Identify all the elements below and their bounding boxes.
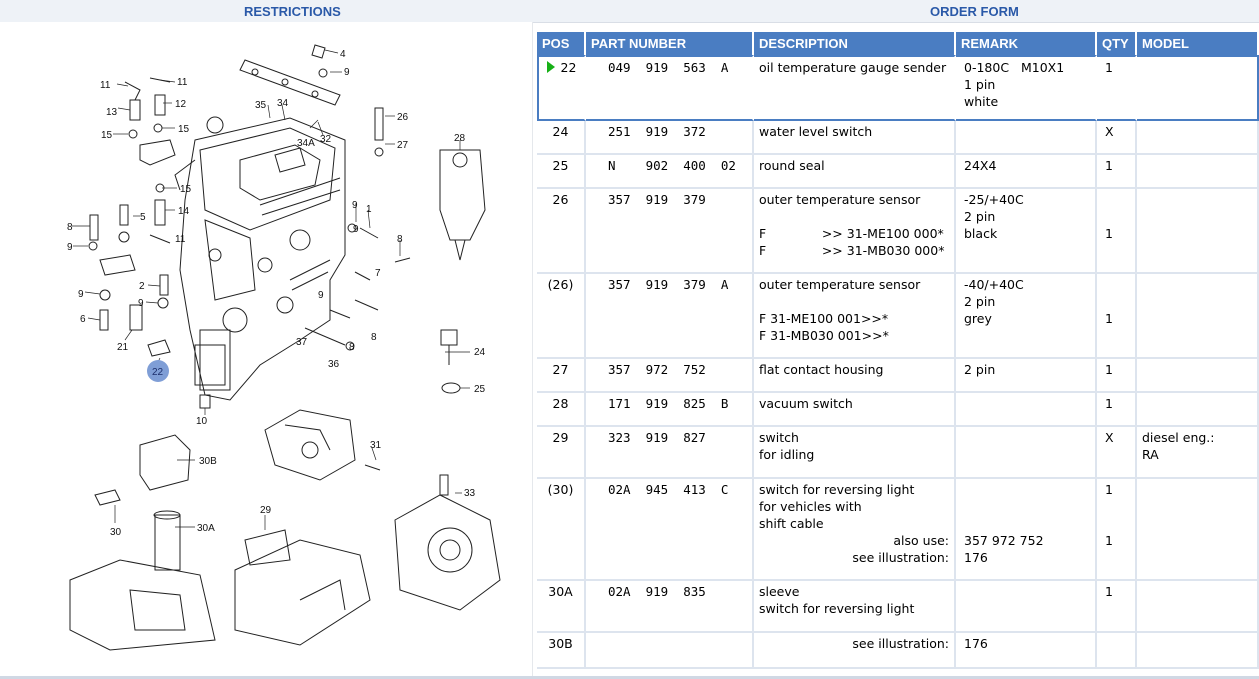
pos-value: 30B <box>548 636 573 651</box>
cell-model <box>1137 427 1259 479</box>
cell-description <box>754 427 956 479</box>
order-form-table <box>537 32 1259 669</box>
cell-line: F >> 31-MB030 000* <box>759 243 945 258</box>
cell-line <box>1105 276 1130 293</box>
col-header-model: MODEL <box>1137 32 1259 55</box>
cell-line: outer temperature sensor <box>759 277 921 292</box>
cell-remark <box>956 359 1097 393</box>
cell-line: diesel eng.: <box>1142 430 1215 445</box>
callout-label: 8 <box>349 342 355 353</box>
cell-pos <box>537 479 586 581</box>
callout-label: 9 <box>344 67 350 78</box>
col-header-part-number: PART NUMBER <box>586 32 754 55</box>
table-row[interactable] <box>537 479 1259 581</box>
cell-line <box>1105 208 1130 225</box>
table-row[interactable] <box>537 155 1259 189</box>
table-row[interactable] <box>537 633 1259 669</box>
table-row[interactable] <box>537 427 1259 479</box>
callout-label: 14 <box>178 206 190 217</box>
cell-line: 2 pin <box>964 362 996 377</box>
cell-line: switch <box>759 430 799 445</box>
cell-line: 2 pin <box>964 209 996 224</box>
cell-remark <box>956 581 1097 633</box>
cell-part-number: 323 919 827 <box>586 427 754 479</box>
callout-label: 9 <box>353 224 359 235</box>
callout-label: 12 <box>175 99 187 110</box>
cell-model <box>1137 274 1259 359</box>
cell-pos <box>537 633 586 669</box>
callout-label: 11 <box>100 80 111 91</box>
cell-line: F 31-ME100 001>>* <box>759 311 889 326</box>
cell-line: 1 <box>1105 226 1113 241</box>
callout-label: 34 <box>277 98 289 109</box>
cell-remark <box>956 155 1097 189</box>
cell-qty <box>1097 121 1137 155</box>
sensor-drawings-left <box>89 78 175 356</box>
table-header-row <box>537 32 1259 55</box>
cell-line: 1 <box>1105 311 1113 326</box>
table-row[interactable] <box>537 581 1259 633</box>
cell-model <box>1137 55 1259 121</box>
pos-value: (26) <box>547 277 574 292</box>
cell-line: F >> 31-ME100 000* <box>759 226 944 241</box>
cell-qty <box>1097 427 1137 479</box>
cell-qty <box>1097 479 1137 581</box>
callout-label: 24 <box>474 347 486 358</box>
callout-label: 13 <box>106 107 118 118</box>
cell-line: X <box>1105 124 1114 139</box>
cell-description <box>754 274 956 359</box>
cell-description <box>754 121 956 155</box>
parts-illustration-panel <box>0 22 533 679</box>
pos-value: 28 <box>552 396 569 411</box>
cell-part-number: 171 919 825 B <box>586 393 754 427</box>
cell-line: -40/+40C <box>964 277 1024 292</box>
cell-qty <box>1097 189 1137 274</box>
cell-part-number <box>586 633 754 669</box>
cell-part-number: 357 919 379 A <box>586 274 754 359</box>
cell-model <box>1137 581 1259 633</box>
cell-description <box>754 581 956 633</box>
callout-label: 8 <box>371 332 377 343</box>
callout-label: 9 <box>352 200 358 211</box>
cell-model <box>1137 359 1259 393</box>
cell-pos <box>537 427 586 479</box>
pos-value: 26 <box>552 192 569 207</box>
cell-line <box>1105 293 1130 310</box>
callout-label: 15 <box>180 184 192 195</box>
restrictions-tab[interactable]: RESTRICTIONS <box>244 4 341 19</box>
table-row[interactable] <box>537 189 1259 274</box>
cell-remark <box>956 633 1097 669</box>
table-row[interactable] <box>537 393 1259 427</box>
callout-label: 11 <box>177 77 188 88</box>
cell-pos <box>537 121 586 155</box>
cell-line: oil temperature gauge sender <box>759 60 947 75</box>
callout-label: 2 <box>139 281 145 292</box>
cell-line: F 31-MB030 001>>* <box>759 328 889 343</box>
callout-label: 15 <box>101 130 113 141</box>
cell-description <box>754 155 956 189</box>
gearbox-drawing <box>70 435 215 650</box>
cell-line <box>1105 498 1130 515</box>
cell-part-number: 049 919 563 A <box>586 55 754 121</box>
callout-label: 36 <box>328 359 340 370</box>
cell-line <box>1105 191 1130 208</box>
callout-label: 8 <box>397 234 403 245</box>
callout-label: 9 <box>67 242 73 253</box>
cell-line: grey <box>964 311 992 326</box>
cell-qty <box>1097 633 1137 669</box>
cell-description <box>754 479 956 581</box>
table-row[interactable] <box>537 121 1259 155</box>
order-form-table-container <box>537 32 1259 669</box>
cell-part-number: 251 919 372 <box>586 121 754 155</box>
selected-row-arrow-icon <box>547 61 555 73</box>
cell-remark <box>956 427 1097 479</box>
injection-pump-drawing <box>265 410 380 480</box>
cell-model <box>1137 189 1259 274</box>
callout-label: 29 <box>260 505 272 516</box>
pos-value: 30A <box>548 584 573 599</box>
table-row[interactable] <box>537 359 1259 393</box>
callout-label: 10 <box>196 416 208 427</box>
callout-label: 34A <box>297 138 315 149</box>
cell-line: 2 pin <box>964 294 996 309</box>
callout-label: 11 <box>175 234 186 245</box>
cell-line: water level switch <box>759 124 873 139</box>
cell-part-number: 357 972 752 <box>586 359 754 393</box>
cell-line <box>964 498 1090 515</box>
cell-description <box>754 55 956 121</box>
cell-model <box>1137 479 1259 581</box>
callout-label: 21 <box>117 342 129 353</box>
callout-label: 8 <box>67 222 73 233</box>
cell-qty <box>1097 359 1137 393</box>
callout-label: 5 <box>140 212 146 223</box>
col-header-remark: REMARK <box>956 32 1097 55</box>
cell-remark <box>956 274 1097 359</box>
callout-label: 37 <box>296 337 308 348</box>
table-row[interactable] <box>537 55 1259 121</box>
pos-value: 22 <box>560 60 577 75</box>
callout-label: 30A <box>197 523 215 534</box>
callout-label: 33 <box>464 488 476 499</box>
cell-pos <box>537 581 586 633</box>
cell-line: round seal <box>759 158 825 173</box>
callout-label: 35 <box>255 100 267 111</box>
cell-line: -25/+40C <box>964 192 1024 207</box>
cell-description <box>754 393 956 427</box>
table-row[interactable] <box>537 274 1259 359</box>
callout-label: 4 <box>340 49 346 60</box>
cell-part-number: 357 919 379 <box>586 189 754 274</box>
cell-line: 1 <box>1105 533 1113 548</box>
cell-qty <box>1097 55 1137 121</box>
callout-label: 9 <box>78 289 84 300</box>
cell-line: 1 <box>1105 584 1113 599</box>
cell-line: sleeve <box>759 584 800 599</box>
cell-line: 357 972 752 <box>964 533 1044 548</box>
callout-label: 30B <box>199 456 217 467</box>
sensor-drawings-right <box>305 108 485 393</box>
cell-qty <box>1097 393 1137 427</box>
engine-parts-diagram <box>0 22 532 679</box>
cell-line: 1 <box>1105 396 1113 411</box>
engine-block-drawing <box>175 117 345 400</box>
col-header-qty: QTY <box>1097 32 1137 55</box>
pos-value: 24 <box>552 124 569 139</box>
cell-model <box>1137 393 1259 427</box>
callout-label: 15 <box>178 124 190 135</box>
callout-label: 27 <box>397 140 409 151</box>
order-form-tab[interactable]: ORDER FORM <box>930 4 1019 19</box>
cell-remark <box>956 121 1097 155</box>
col-header-description: DESCRIPTION <box>754 32 956 55</box>
cell-line: 1 <box>1105 158 1113 173</box>
pos-value: 27 <box>552 362 569 377</box>
callout-label: 31 <box>370 440 382 451</box>
top-header-bar <box>0 0 1259 23</box>
cell-pos <box>537 55 586 121</box>
cell-pos <box>537 189 586 274</box>
lower-pump-drawing <box>235 530 370 645</box>
callout-labels <box>67 49 486 538</box>
callout-label: 32 <box>320 134 332 145</box>
callout-label: 28 <box>454 133 466 144</box>
cell-part-number: 02A 945 413 C <box>586 479 754 581</box>
callout-label: 30 <box>110 527 122 538</box>
cell-line: 1 <box>1105 60 1113 75</box>
callout-label: 26 <box>397 112 409 123</box>
callout-label: 6 <box>80 314 86 325</box>
cell-description <box>754 189 956 274</box>
cell-line: shift cable <box>759 516 824 531</box>
cell-qty <box>1097 155 1137 189</box>
cell-model <box>1137 155 1259 189</box>
cell-line <box>759 208 949 225</box>
cell-line: white <box>964 94 999 109</box>
pos-value: 29 <box>552 430 569 445</box>
cell-line: 24X4 <box>964 158 997 173</box>
cell-line <box>1105 515 1130 532</box>
cell-line: see illustration: <box>852 550 949 565</box>
col-header-pos: POS <box>537 32 586 55</box>
cell-line: for idling <box>759 447 815 462</box>
cell-remark <box>956 55 1097 121</box>
cell-description <box>754 359 956 393</box>
cell-line: flat contact housing <box>759 362 884 377</box>
pos-value: 25 <box>552 158 569 173</box>
cell-line <box>759 293 949 310</box>
cell-pos <box>537 359 586 393</box>
cell-model <box>1137 633 1259 669</box>
cell-pos <box>537 155 586 189</box>
cell-line <box>964 515 1090 532</box>
cell-line <box>964 481 1090 498</box>
cell-model <box>1137 121 1259 155</box>
cell-line: switch for reversing light <box>759 601 915 616</box>
table-body <box>537 55 1259 669</box>
cell-line: black <box>964 226 998 241</box>
callout-label: 9 <box>318 290 324 301</box>
turbo-drawing <box>395 475 500 610</box>
callout-label: 9 <box>138 298 144 309</box>
cell-pos <box>537 393 586 427</box>
cell-description <box>754 633 956 669</box>
cell-part-number: 02A 919 835 <box>586 581 754 633</box>
cell-qty <box>1097 581 1137 633</box>
cell-line: 1 <box>1105 362 1113 377</box>
cell-line: see illustration: <box>852 636 949 651</box>
callout-label: 22 <box>152 367 164 378</box>
cell-pos <box>537 274 586 359</box>
cell-line: vacuum switch <box>759 396 853 411</box>
cell-line: 176 <box>964 636 988 651</box>
cell-line: 176 <box>964 550 988 565</box>
cell-line: for vehicles with <box>759 499 862 514</box>
cell-line: 1 pin <box>964 77 996 92</box>
cell-remark <box>956 479 1097 581</box>
cell-line: outer temperature sensor <box>759 192 921 207</box>
cell-line: 1 <box>1105 482 1113 497</box>
callout-label: 1 <box>366 204 372 215</box>
cell-line: 0-180C M10X1 <box>964 60 1065 75</box>
cell-remark <box>956 393 1097 427</box>
cell-part-number: N 902 400 02 <box>586 155 754 189</box>
fuel-rail-drawing <box>240 45 340 105</box>
cell-remark <box>956 189 1097 274</box>
cell-line: switch for reversing light <box>759 482 915 497</box>
callout-label: 25 <box>474 384 486 395</box>
cell-line: also use: <box>893 533 949 548</box>
cell-line: RA <box>1142 447 1159 462</box>
cell-qty <box>1097 274 1137 359</box>
pos-value: (30) <box>547 482 574 497</box>
cell-line: X <box>1105 430 1114 445</box>
callout-label: 7 <box>375 268 381 279</box>
